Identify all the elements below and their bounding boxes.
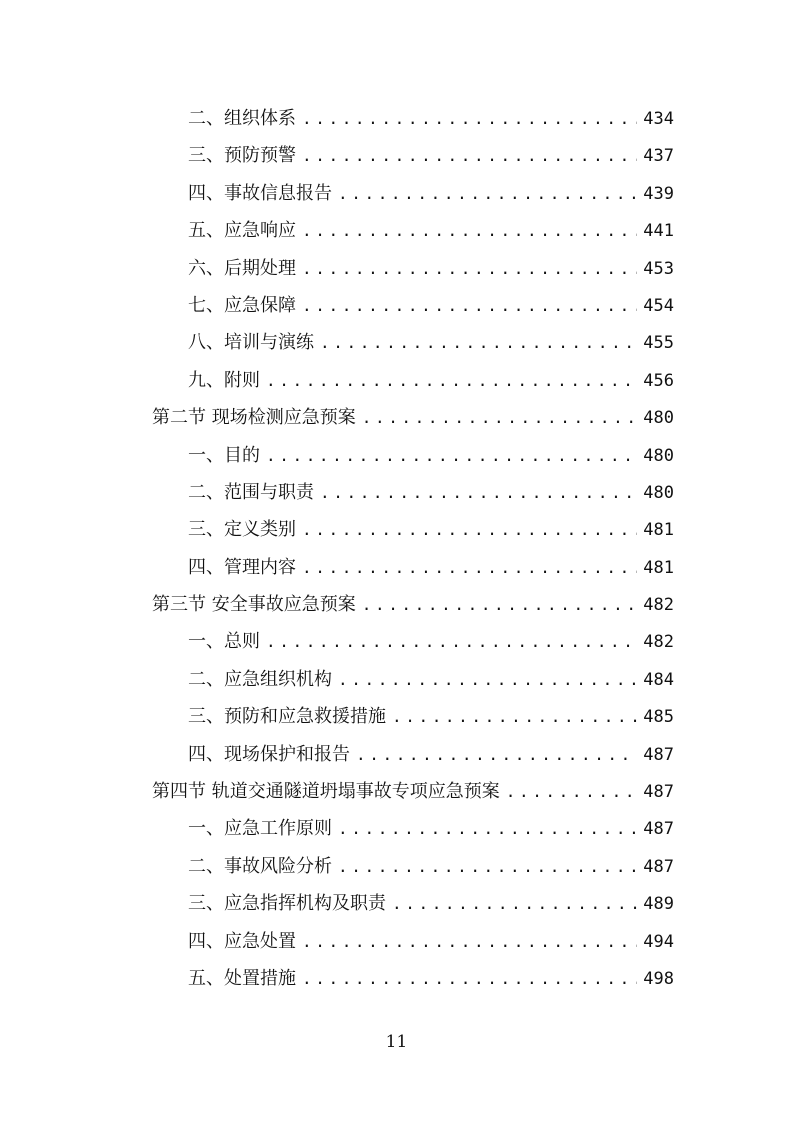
toc-section-entry[interactable] (152, 773, 674, 810)
toc-entry[interactable] (152, 362, 674, 399)
dot-leader (302, 212, 637, 249)
toc-entry-page: 489 (643, 894, 674, 915)
toc-entry-title: 三、预防预警 (188, 145, 296, 167)
toc-entry-page: 480 (643, 445, 674, 466)
toc-entry-title: 七、应急保障 (188, 294, 296, 316)
dot-leader (302, 250, 637, 287)
toc-entry-page: 482 (643, 595, 674, 616)
toc-entry-title: 第二节 现场检测应急预案 (152, 407, 356, 429)
toc-entry-page: 437 (643, 146, 674, 167)
toc-entry[interactable] (152, 661, 674, 698)
toc-entry-page: 480 (643, 482, 674, 503)
dot-leader (338, 848, 637, 885)
toc-entry[interactable] (152, 736, 674, 773)
toc-entry-page: 487 (643, 856, 674, 877)
toc-entry-title: 一、目的 (188, 444, 260, 466)
toc-entry-page: 481 (643, 520, 674, 541)
toc-entry-title: 四、管理内容 (188, 556, 296, 578)
dot-leader (302, 549, 637, 586)
toc-entry[interactable] (152, 960, 674, 997)
dot-leader (320, 324, 637, 361)
dot-leader (302, 511, 637, 548)
toc-entry[interactable] (152, 923, 674, 960)
dot-leader (302, 923, 637, 960)
dot-leader (362, 586, 638, 623)
toc-entry-title: 三、应急指挥机构及职责 (188, 893, 386, 915)
toc-entry-title: 二、应急组织机构 (188, 668, 332, 690)
toc-entry[interactable] (152, 623, 674, 660)
toc-entry-page: 482 (643, 632, 674, 653)
dot-leader (362, 399, 638, 436)
dot-leader (302, 100, 637, 137)
toc-entry[interactable] (152, 175, 674, 212)
toc-entry-title: 六、后期处理 (188, 257, 296, 279)
toc-entry-title: 八、培训与演练 (188, 332, 314, 354)
dot-leader (338, 661, 637, 698)
dot-leader (266, 623, 637, 660)
toc-entry-page: 441 (643, 221, 674, 242)
dot-leader (302, 137, 637, 174)
toc-entry-title: 三、预防和应急救援措施 (188, 706, 386, 728)
toc-entry-page: 487 (643, 744, 674, 765)
toc-entry-page: 455 (643, 333, 674, 354)
toc-entry[interactable] (152, 549, 674, 586)
dot-leader (320, 474, 637, 511)
toc-entry-title: 三、定义类别 (188, 519, 296, 541)
toc-entry-page: 484 (643, 669, 674, 690)
toc-entry[interactable] (152, 437, 674, 474)
dot-leader (302, 287, 637, 324)
toc-section-entry[interactable] (152, 399, 674, 436)
toc-entry-page: 480 (643, 408, 674, 429)
toc-entry-title: 二、组织体系 (188, 108, 296, 129)
toc-entry-title: 第四节 轨道交通隧道坍塌事故专项应急预案 (152, 781, 500, 803)
toc-entry-page: 487 (643, 782, 674, 803)
toc-entry[interactable] (152, 324, 674, 361)
dot-leader (392, 885, 637, 922)
toc-entry-title: 九、附则 (188, 369, 260, 391)
toc-entry[interactable] (152, 100, 674, 137)
toc-section-entry[interactable] (152, 586, 674, 623)
toc-entry[interactable] (152, 250, 674, 287)
toc-entry-title: 四、事故信息报告 (188, 182, 332, 204)
toc-entry[interactable] (152, 885, 674, 922)
dot-leader (506, 773, 638, 810)
toc-entry[interactable] (152, 810, 674, 847)
toc-entry[interactable] (152, 287, 674, 324)
toc-entry-title: 二、范围与职责 (188, 481, 314, 503)
toc-entry[interactable] (152, 511, 674, 548)
toc-entry-page: 485 (643, 707, 674, 728)
toc-entry-page: 487 (643, 819, 674, 840)
toc-entry-page: 434 (643, 109, 674, 129)
dot-leader (392, 698, 637, 735)
table-of-contents (152, 100, 674, 997)
toc-entry-title: 四、现场保护和报告 (188, 743, 350, 765)
toc-entry[interactable] (152, 474, 674, 511)
toc-entry-page: 453 (643, 258, 674, 279)
toc-entry-page: 454 (643, 295, 674, 316)
toc-entry-title: 二、事故风险分析 (188, 855, 332, 877)
toc-entry-title: 一、总则 (188, 631, 260, 653)
toc-entry-title: 五、处置措施 (188, 967, 296, 989)
dot-leader (266, 437, 637, 474)
toc-entry-page: 498 (643, 968, 674, 989)
toc-entry[interactable] (152, 848, 674, 885)
dot-leader (266, 362, 637, 399)
toc-entry-title: 第三节 安全事故应急预案 (152, 594, 356, 616)
toc-entry[interactable] (152, 698, 674, 735)
toc-entry[interactable] (152, 212, 674, 249)
toc-entry-page: 494 (643, 931, 674, 952)
dot-leader (302, 960, 637, 997)
dot-leader (356, 736, 637, 773)
toc-entry[interactable] (152, 137, 674, 174)
toc-entry-title: 五、应急响应 (188, 220, 296, 242)
page-number: 11 (385, 1032, 408, 1052)
dot-leader (338, 810, 637, 847)
toc-entry-page: 456 (643, 370, 674, 391)
dot-leader (338, 175, 637, 212)
toc-entry-title: 四、应急处置 (188, 930, 296, 952)
toc-entry-page: 439 (643, 183, 674, 204)
toc-entry-page: 481 (643, 557, 674, 578)
toc-entry-title: 一、应急工作原则 (188, 818, 332, 840)
